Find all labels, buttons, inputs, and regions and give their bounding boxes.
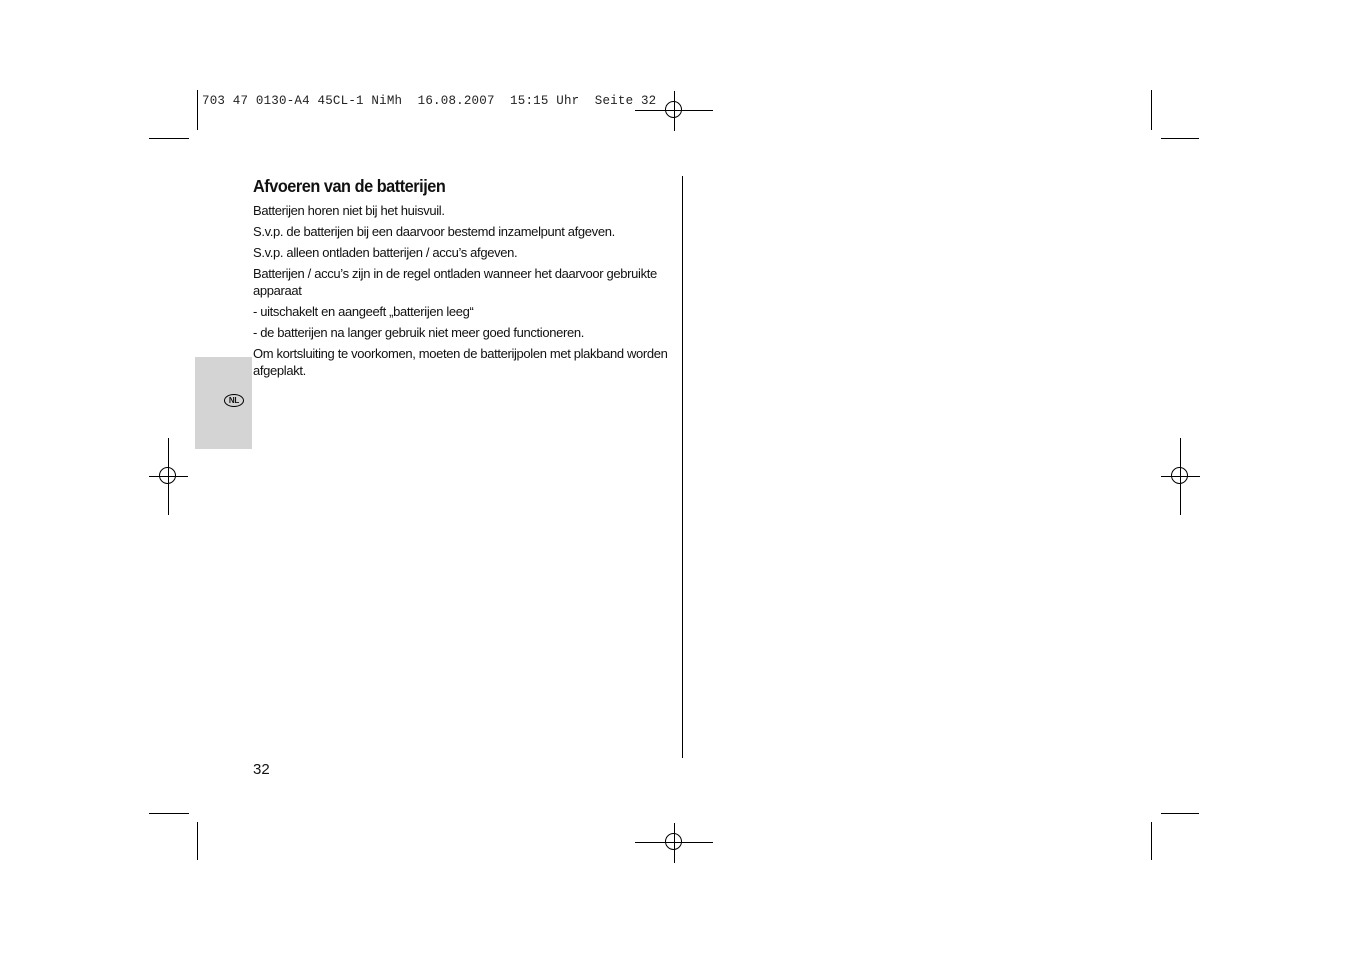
paragraph: Om kortsluiting te voorkomen, moeten de batterijpolen met plakband worden afgeplakt. [253, 346, 668, 378]
language-badge: NL [224, 394, 244, 407]
crop-mark [149, 138, 189, 139]
crop-mark [197, 90, 198, 130]
content-column [253, 176, 681, 383]
paragraph: Batterijen horen niet bij het huisvuil. [253, 203, 445, 218]
print-slug: 703 47 0130-A4 45CL-1 NiMh 16.08.2007 15:15 Uhr Seite 32 [202, 94, 657, 108]
list-item: - de batterijen na langer gebruik niet meer goed functioneren. [253, 325, 584, 340]
crop-mark [197, 822, 198, 860]
crop-mark [1161, 138, 1199, 139]
paragraph: S.v.p. alleen ontladen batterijen / accu’s afgeven. [253, 245, 518, 260]
crop-mark [1151, 822, 1152, 860]
crop-mark [1161, 813, 1199, 814]
paragraph: S.v.p. de batterijen bij een daarvoor bestemd inzamelpunt afgeven. [253, 224, 615, 239]
crop-mark [1151, 90, 1152, 130]
section-title: Afvoeren van de batterijen [253, 176, 446, 196]
language-tab [195, 357, 252, 449]
crop-mark [149, 813, 189, 814]
page-number: 32 [253, 761, 270, 778]
list-item: - uitschakelt en aangeeft „batterijen leeg“ [253, 304, 474, 319]
paragraph: Batterijen / accu’s zijn in de regel ontladen wanneer het daarvoor gebruikte apparaat [253, 266, 657, 298]
column-divider [682, 176, 683, 758]
